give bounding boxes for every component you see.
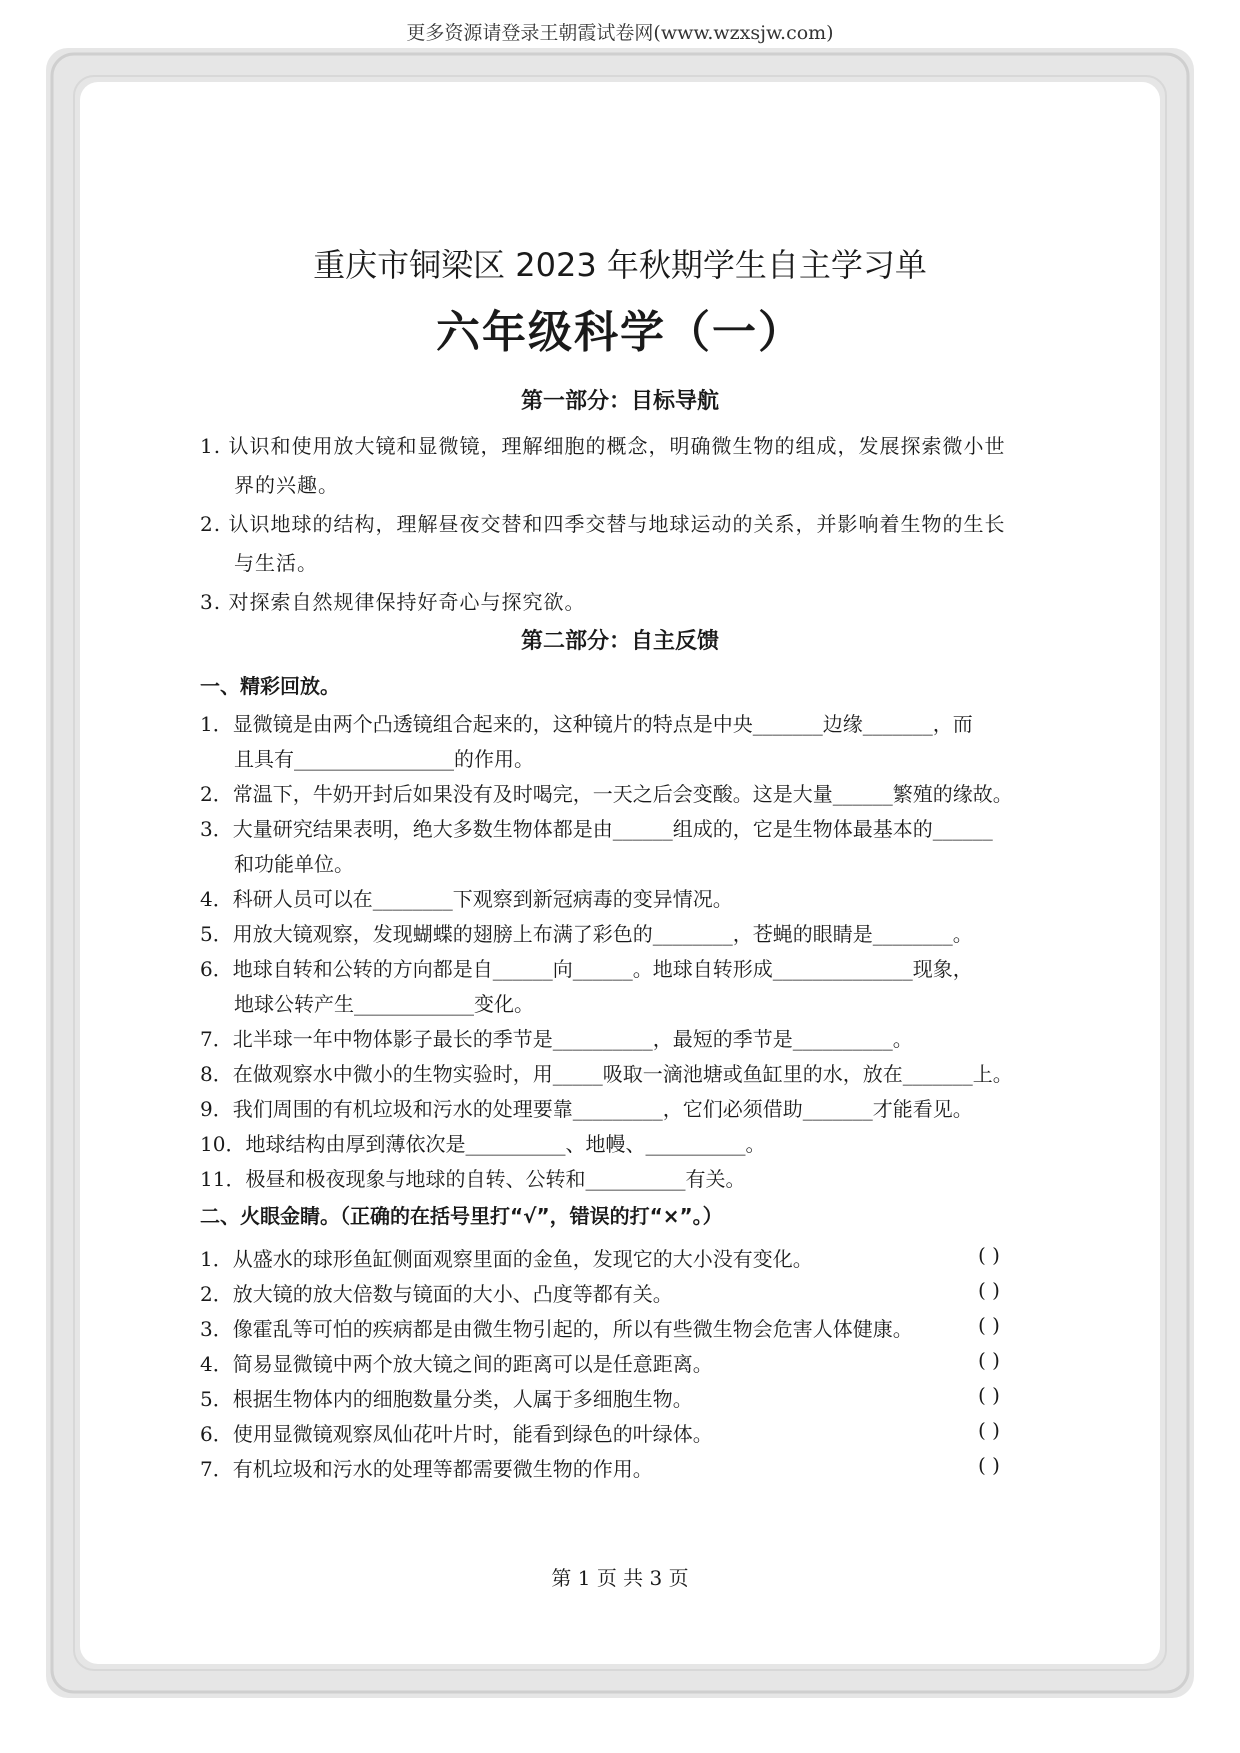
goal-2-line1: 2. 认识地球的结构，理解昼夜交替和四季交替与地球运动的关系，并影响着生物的生长 [200,512,1006,536]
fill-line: 9．我们周围的有机垃圾和污水的处理要靠_________，它们必须借助_______才能看见。 [200,1097,973,1121]
fill-line: 11．极昼和极夜现象与地球的自转、公转和__________有关。 [200,1167,746,1191]
answer-bracket[interactable]: ( ) [978,1453,1000,1477]
fill-line: 3．大量研究结果表明，绝大多数生物体都是由______组成的，它是生物体最基本的______ [200,817,993,841]
judge-item: 5．根据生物体内的细胞数量分类，人属于多细胞生物。 [200,1387,693,1411]
fill-line: 地球公转产生____________变化。 [234,992,534,1016]
title-line1: 重庆市铜梁区 2023 年秋期学生自主学习单 [313,246,927,284]
judge-item: 3．像霍乱等可怕的疾病都是由微生物引起的，所以有些微生物会危害人体健康。 [200,1317,913,1341]
judge-item: 7．有机垃圾和污水的处理等都需要微生物的作用。 [200,1457,653,1481]
goal-2-line2: 与生活。 [234,551,318,575]
fill-line: 5．用放大镜观察，发现蝴蝶的翅膀上布满了彩色的________，苍蝇的眼睛是________。 [200,922,973,946]
judge-item: 4．简易显微镜中两个放大镜之间的距离可以是任意距离。 [200,1352,713,1376]
answer-bracket[interactable]: ( ) [978,1243,1000,1267]
answer-bracket[interactable]: ( ) [978,1278,1000,1302]
answer-bracket[interactable]: ( ) [978,1348,1000,1372]
judge-item: 2．放大镜的放大倍数与镜面的大小、凸度等都有关。 [200,1282,673,1306]
judge-item: 6．使用显微镜观察凤仙花叶片时，能看到绿色的叶绿体。 [200,1422,713,1446]
answer-bracket[interactable]: ( ) [978,1313,1000,1337]
site-header: 更多资源请登录王朝霞试卷网(www.wzxsjw.com) [406,22,834,44]
answer-bracket[interactable]: ( ) [978,1383,1000,1407]
section1-heading: 一、精彩回放。 [200,674,340,698]
answer-bracket[interactable]: ( ) [978,1418,1000,1442]
goal-1-line2: 界的兴趣。 [234,473,339,497]
fill-line: 8．在做观察水中微小的生物实验时，用_____吸取一滴池塘或鱼缸里的水，放在_______上。 [200,1062,1013,1086]
section2-heading: 二、火眼金睛。（正确的在括号里打“√”，错误的打“×”。） [200,1204,723,1228]
part2-heading: 第二部分：自主反馈 [520,629,719,654]
fill-line: 10．地球结构由厚到薄依次是__________、地幔、__________。 [200,1132,766,1156]
page-footer: 第 1 页 共 3 页 [551,1566,689,1590]
fill-line: 且具有________________的作用。 [234,747,534,771]
fill-line: 1．显微镜是由两个凸透镜组合起来的，这种镜片的特点是中央_______边缘_______，而 [200,712,973,736]
fill-line: 和功能单位。 [234,852,354,876]
judge-item: 1．从盛水的球形鱼缸侧面观察里面的金鱼，发现它的大小没有变化。 [200,1247,813,1271]
fill-line: 2．常温下，牛奶开封后如果没有及时喝完，一天之后会变酸。这是大量______繁殖的缘故。 [200,782,1013,806]
goal-3-line1: 3. 对探索自然规律保持好奇心与探究欲。 [200,590,586,614]
goal-1-line1: 1. 认识和使用放大镜和显微镜，理解细胞的概念，明确微生物的组成，发展探索微小世 [200,434,1006,458]
fill-line: 7．北半球一年中物体影子最长的季节是__________，最短的季节是__________。 [200,1027,913,1051]
title-line2: 六年级科学（一） [436,307,804,358]
fill-line: 4．科研人员可以在________下观察到新冠病毒的变异情况。 [200,887,733,911]
fill-line: 6．地球自转和公转的方向都是自______向______。地球自转形成______________现象， [200,957,973,981]
part1-heading: 第一部分：目标导航 [520,389,719,414]
